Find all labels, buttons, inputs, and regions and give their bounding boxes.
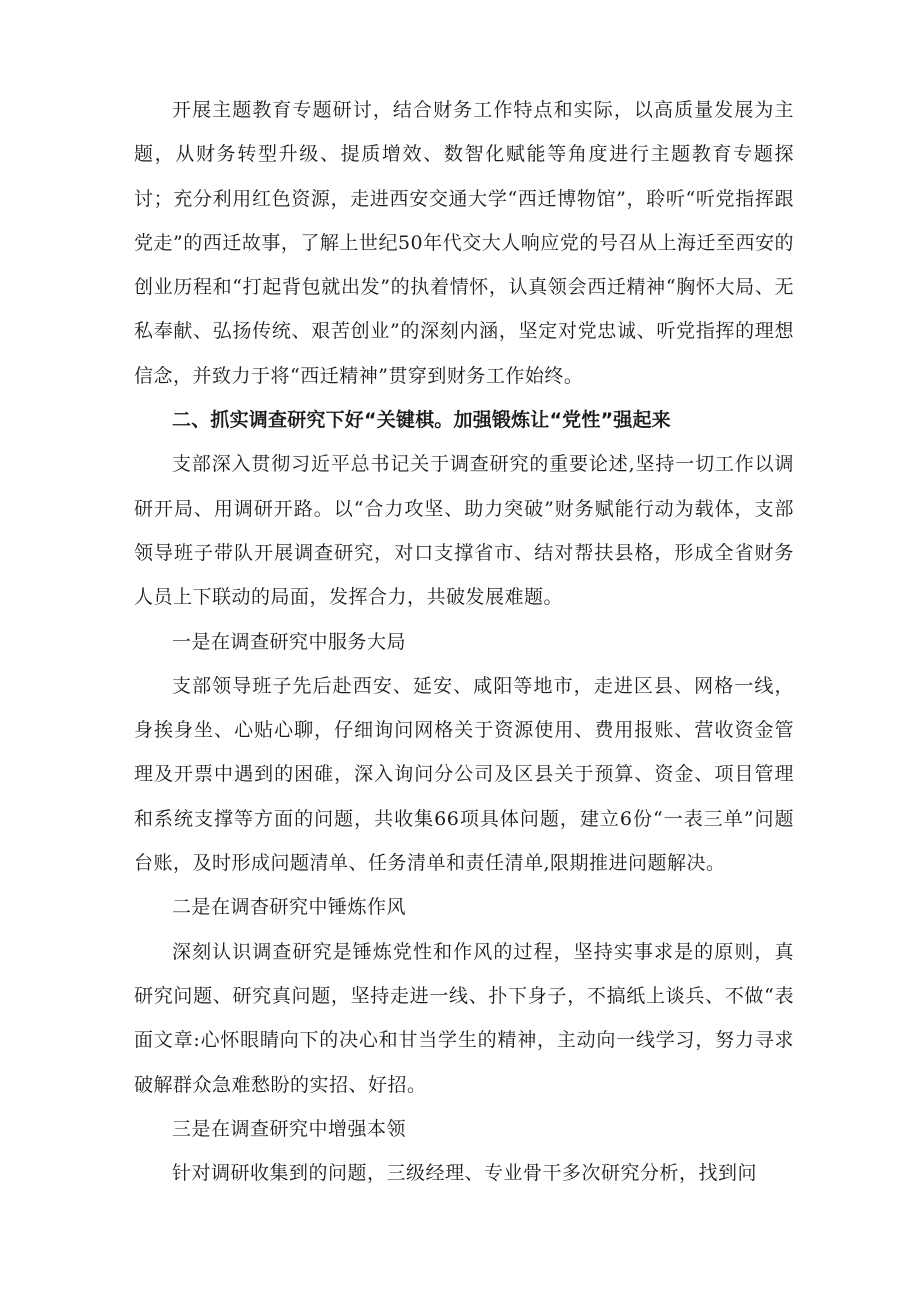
paragraph-temper-style: 深刻认识调查研究是锤炼党性和作风的过程，坚持实事求是的原则，真研究问题、研究真问题，坚持走进一线、扑下身子，不搞纸上谈兵、不做“表面文章:心怀眼睛向下的决心和甘当学生的精神，主动向一线学习，努力寻求破解群众急难愁盼的实招、好招。 <box>134 940 794 1096</box>
document-body <box>134 88 794 1195</box>
subheading-temper-style: 二是在调杳研究中锤炼作风 <box>172 896 407 919</box>
paragraph-enhance-skills: 针对调研收集到的问题，三级经理、专业骨干多次研究分析，找到问 <box>172 1162 758 1185</box>
paragraph-serve-overall: 支部领导班子先后赴西安、延安、咸阳等地市，走进区县、网格一线，身挨身坐、心贴心聊，仔细询问网格关于资源使用、费用报账、营收资金管理及开票中遇到的困碓，深入询问分公司及区县关于预算、资金、项目管理和系统支撑等方面的问题，共收集66项具体问题，建立6份“一表三单”问题台账，及时形成问题清单、任务清单和责任清单,限期推进问题解决。 <box>134 674 794 875</box>
paragraph-research-overview: 支部深入贯彻习近平总书记关于调查研究的重要论述,坚持一切工作以调研开局、用调研开路。以“合力攻坚、助力突破”财务赋能行动为载体，支部领导班子带队开展调查研究，对口支撑省市、结对帮扶县格，形成全省财务人员上下联动的局面，发挥合力，共破发展难题。 <box>134 453 794 609</box>
paragraph-study-seminar: 开展主题教育专题研讨，结合财务工作特点和实际，以高质量发展为主题，从财务转型升级、提质增效、数智化赋能等角度进行主题教育专题探讨；充分利用红色资源，走进西安交通大学“西迁博物馆”，聆听“听党指挥跟党走”的西迁故事，了解上世纪50年代交大人响应党的号召从上海迁至西安的创业历程和“打起背包就出发”的执着情怀，认真领会西迁精神“胸怀大局、无私奉献、弘扬传统、艰苦创业”的深刻内涵，坚定对党忠诚、听党指挥的理想信念，并致力于将“西迁精神”贯穿到财务工作始终。 <box>134 99 794 387</box>
subheading-serve-overall: 一是在调查研究中服务大局 <box>172 630 407 653</box>
section-heading-research: 二、抓实调查研究下好“关键棋。加强锻炼让“党性”强起来 <box>172 409 671 432</box>
subheading-enhance-skills: 三是在调查研究中增强本领 <box>172 1117 407 1140</box>
